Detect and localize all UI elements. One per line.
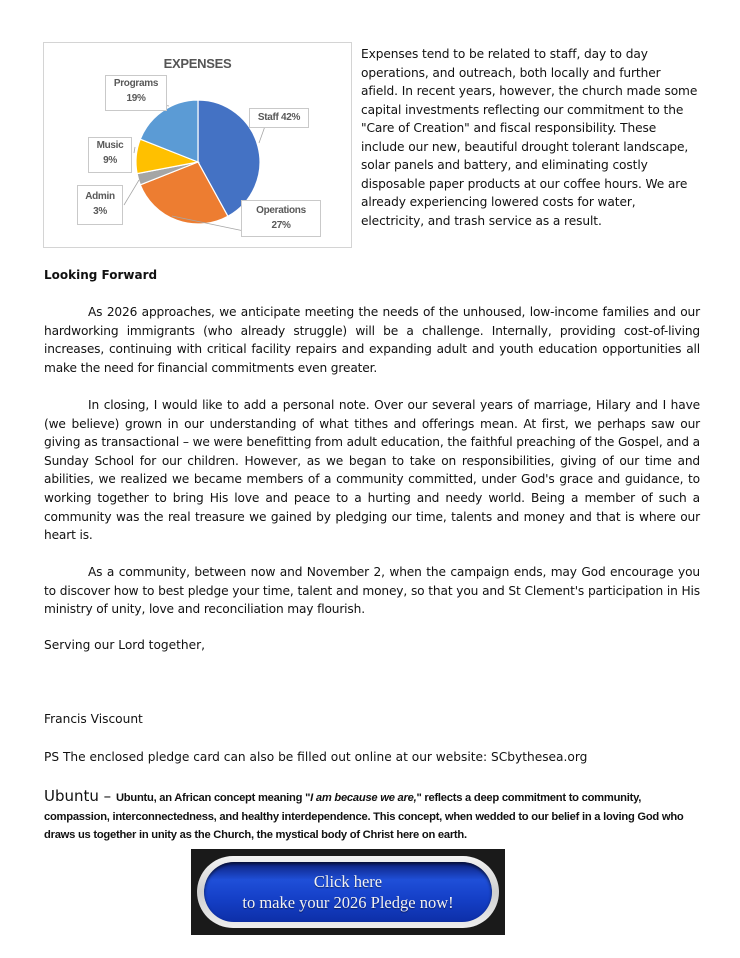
callout-programs: Programs 19%	[105, 75, 167, 111]
ubuntu-text: Ubuntu, an African concept meaning "I am because we are," reflects a deep commitment to community, compassion, interconnectedness, and healthy interdependence. This concept, when wedded to our belief in a loving God who draws us together in unity as the Church, the mystical body of Christ here on earth.	[44, 792, 684, 841]
make-pledge-button[interactable]	[204, 862, 492, 922]
paragraph-1: As 2026 approaches, we anticipate meeting the needs of the unhoused, low-income families and our hardworking immigrants (who already struggle) will be a challenge. Internally, providing cost-of-living increases, continuing with critical facility repairs and expanding adult and youth education opportunities all make the need for financial commitments even greater.	[44, 305, 700, 375]
pledge-button-line1: Click here	[313, 872, 383, 891]
paragraph-3: As a community, between now and November 2, when the campaign ends, may God encourage you to discover how to best pledge your time, talent and money, so that you and St Clement's participation in His ministry of unity, love and reconciliation may flourish.	[44, 565, 700, 617]
callout-music: Music 9%	[88, 137, 132, 173]
callout-admin: Admin 3%	[77, 185, 123, 225]
closing-line: Serving our Lord together,	[44, 638, 206, 652]
paragraph-2: In closing, I would like to add a personal note. Over our several years of marriage, Hilary and I have (we believe) grown in our understanding of what tithes and offerings mean. At first, we perhaps saw our giving as transactional – we were benefitting from adult education, the faithful preaching of the Gospel, and a Sunday School for our children. However, as we began to take on responsibilities, giving of our time and abilities, we realized we became members of a community committed, under God's grace and guidance, to working together to bring His love and peace to a hurting and needy world. Being a member of such a community was the real treasure we gained by pledging our time, talents and money and that is where our heart is.	[44, 398, 700, 543]
section-heading-looking-forward: Looking Forward	[44, 268, 158, 282]
postscript: PS The enclosed pledge card can also be filled out online at our website: SCbythesea.org	[44, 750, 588, 764]
callout-operations: Operations 27%	[241, 200, 321, 237]
chart-title: EXPENSES	[163, 56, 232, 71]
pledge-button-line2: to make your 2026 Pledge now!	[242, 893, 454, 912]
pledge-button-frame	[191, 849, 505, 935]
expenses-pie-chart	[43, 42, 352, 248]
ubuntu-lead: Ubuntu –	[44, 787, 116, 805]
ubuntu-note	[44, 788, 704, 845]
signature: Francis Viscount	[44, 712, 143, 726]
expenses-description: Expenses tend to be related to staff, day to day operations, and outreach, both locally and further afield. In recent years, however, the church made some capital investments reflecting our commitment to the "Care of Creation" and fiscal responsibility. These include our new, beautiful drought tolerant landscape, solar panels and battery, and eliminating costly disposable paper products at our coffee hours. We are already experiencing lowered costs for water, electricity, and trash service as a result.	[361, 47, 698, 228]
callout-staff: Staff 42%	[249, 108, 309, 128]
pledge-button-ring	[197, 856, 499, 928]
